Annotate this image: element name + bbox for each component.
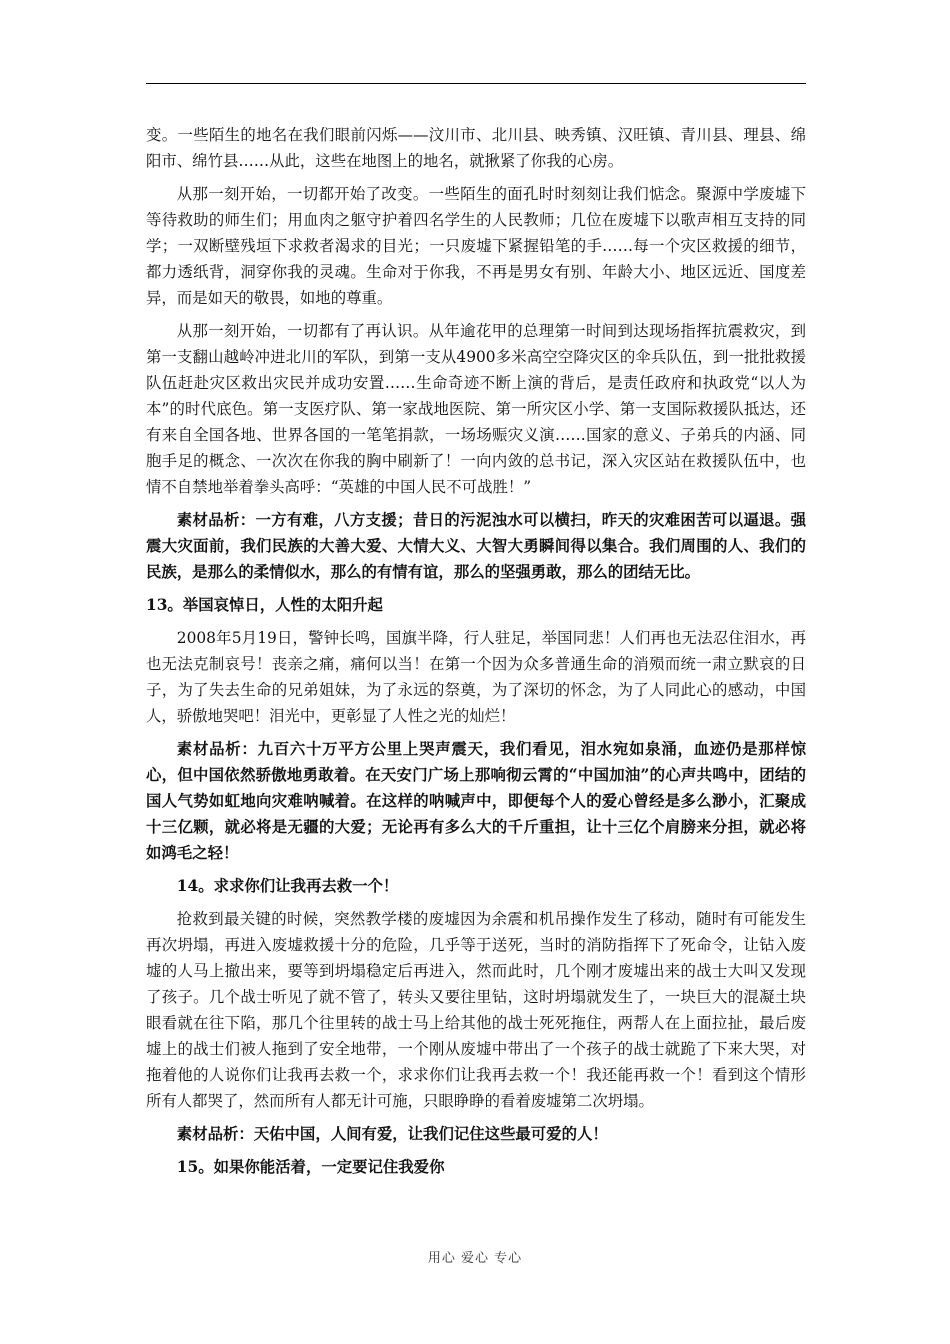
paragraph-rescue: 抢救到最关键的时候，突然教学楼的废墟因为余震和机吊操作发生了移动，随时有可能发生再次坍塌，再进入废墟救援十分的危险，几乎等于送死，当时的消防指挥下了死命令，让钻入废墟的人马上撤出来，要等到坍塌稳定后再进入，然而此时，几个刚才废墟出来的战士大叫又发现了孩子。几个战士听见了就不管了，转头又要往里钻，这时坍塌就发生了，一块巨大的混凝土块眼看就在往下陷，那几个往里转的战士马上给其他的战士死死拖住，两帮人在上面拉扯，最后废墟上的战士们被人拖到了安全地带，一个刚从废墟中带出了一个孩子的战士就跪了下来大哭，对拖着他的人说你们让我再去救一个，求求你们让我再去救一个！我还能再救一个！看到这个情形所有人都哭了，然而所有人都无计可施，只眼睁睁的看着废墟第二次坍塌。 (146, 910, 806, 1110)
heading-13: 13。举国哀悼日，人性的太阳升起 (146, 596, 383, 614)
heading-14: 14。求求你们让我再去救一个！ (176, 877, 399, 895)
page-footer: 用心 爱心 专心 (427, 1251, 523, 1266)
analysis-13: 素材品析：九百六十万平方公里上哭声震天，我们看见，泪水宛如泉涌，血迹仍是那样惊心，但中国依然骄傲地勇敢着。在天安门广场上那响彻云霄的“中国加油”的心声共鸣中，团结的国人气势如虹地向灾难呐喊着。在这样的呐喊声中，即便每个人的爱心曾经是多么渺小，汇聚成十三亿颗，就必将是无疆的大爱；无论再有多么大的千斤重担，让十三亿个肩膀来分担，就必将如鸿毛之轻！ (146, 740, 806, 862)
analysis-12: 素材品析：一方有难，八方支援；昔日的污泥浊水可以横扫，昨天的灾难困苦可以逼退。强震大灾面前，我们民族的大善大爱、大情大义、大智大勇瞬间得以集合。我们周围的人、我们的民族，是那么的柔情似水，那么的有情有谊，那么的坚强勇敢，那么的团结无比。 (146, 511, 806, 581)
header-rule (146, 83, 806, 84)
paragraph-change: 从那一刻开始，一切都开始了改变。一些陌生的面孔时时刻刻让我们惦念。聚源中学废墟下等待救助的师生们；用血肉之躯守护着四名学生的人民教师；几位在废墟下以歌声相互支持的同学；一双断壁残垣下求救者渴求的目光；一只废墟下紧握铅笔的手……每一个灾区救援的细节，都力透纸背，洞穿你我的灵魂。生命对于你我，不再是男女有别、年龄大小、地区远近、国度差异，而是如天的敬畏，如地的尊重。 (146, 185, 806, 307)
paragraph-mourning-day: 2008年5月19日，警钟长鸣，国旗半降，行人驻足，举国同悲！人们再也无法忍住泪水，再也无法克制哀号！丧亲之痛，痛何以当！在第一个因为众多普通生命的消殒而统一肃立默哀的日子，为了失去生命的兄弟姐妹，为了永远的祭奠，为了深切的怀念，为了人同此心的感动，中国人，骄傲地哭吧！泪光中，更彰显了人性之光的灿烂！ (146, 629, 806, 725)
document-body (146, 122, 806, 1187)
paragraph-continued: 变。一些陌生的地名在我们眼前闪烁——汶川市、北川县、映秀镇、汉旺镇、青川县、理县、绵阳市、绵竹县……从此，这些在地图上的地名，就揪紧了你我的心房。 (146, 126, 806, 170)
paragraph-recognition: 从那一刻开始，一切都有了再认识。从年逾花甲的总理第一时间到达现场指挥抗震救灾，到第一支翻山越岭冲进北川的军队，到第一支从4900多米高空空降灾区的伞兵队伍，到一批批救援队伍赶赴灾区救出灾民并成功安置……生命奇迹不断上演的背后，是责任政府和执政党“以人为本”的时代底色。第一支医疗队、第一家战地医院、第一所灾区小学、第一支国际救援队抵达，还有来自全国各地、世界各国的一笔笔捐款，一场场赈灾义演……国家的意义、子弟兵的内涵、同胞手足的概念、一次次在你我的胸中刷新了！一向内敛的总书记，深入灾区站在救援队伍中，也情不自禁地举着拳头高呼：“英雄的中国人民不可战胜！” (146, 322, 806, 496)
heading-15: 15。如果你能活着，一定要记住我爱你 (176, 1158, 445, 1176)
analysis-14: 素材品析：天佑中国，人间有爱，让我们记住这些最可爱的人！ (176, 1125, 608, 1143)
